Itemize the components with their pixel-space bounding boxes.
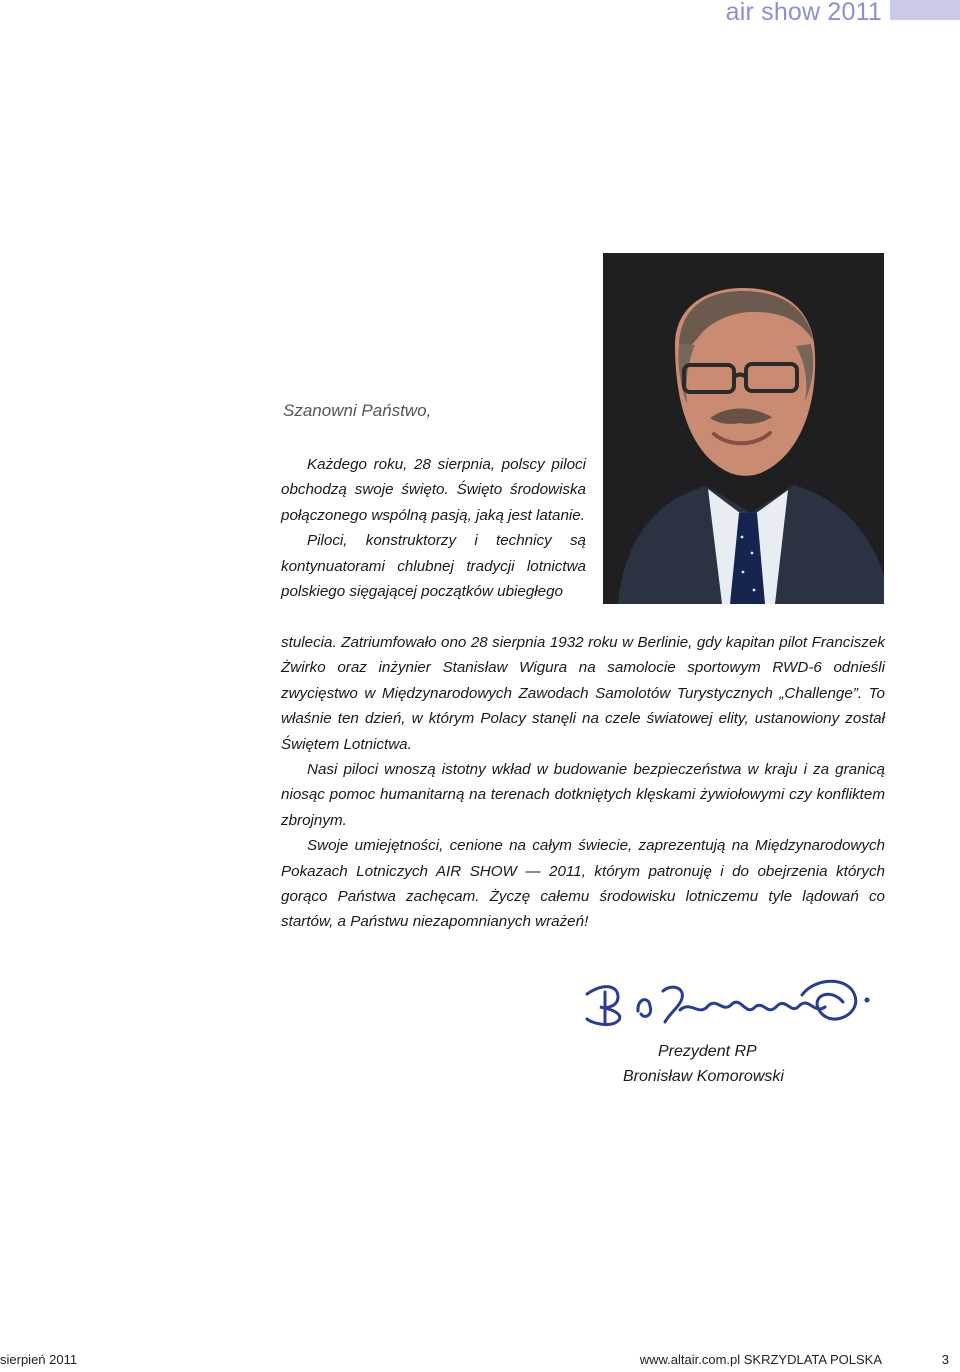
footer-date: sierpień 2011 (0, 1352, 78, 1367)
letter-body (281, 630, 885, 935)
opening-text (281, 452, 586, 604)
greeting: Szanowni Państwo, (283, 401, 432, 420)
portrait-illustration (603, 253, 884, 604)
paragraph: Swoje umiejętności, cenione na całym świecie, zaprezentują na Międzynarodowych Pokazach Lotniczych AIR SHOW — 2011, którym patronuję i do obejrzenia których gorąco Państwa zachęcam. Życzę całemu środowisku lotniczemu tyle lądowań co startów, a Państwu niezapomnianych wrażeń! (281, 837, 885, 931)
signature-name: Bronisław Komorowski (623, 1068, 784, 1085)
page-number: 3 (941, 1352, 949, 1367)
signature-role: Prezydent RP (658, 1043, 757, 1060)
footer-publication: www.altair.com.pl SKRZYDLATA POLSKA (639, 1352, 882, 1367)
signature (575, 972, 875, 1034)
paragraph: Nasi piloci wnoszą istotny wkład w budowanie bezpieczeństwa w kraju i za granicą niosąc pomoc humanitarną na terenach dotkniętych klęskami żywiołowymi czy konfliktem zbrojnym. (281, 761, 885, 829)
signature-image (575, 972, 875, 1034)
paragraph: Każdego roku, 28 sierpnia, polscy piloci obchodzą swoje święto. Święto środowiska połączonego wspólną pasją, jaką jest latanie. (281, 456, 586, 524)
paragraph: Piloci, konstruktorzy i technicy są kontynuatorami chlubnej tradycji lotnictwa polskiego sięgającej początków ubiegłego (281, 532, 586, 601)
header-title: air show 2011 (725, 0, 882, 26)
header-accent-bar (890, 0, 960, 20)
paragraph: stulecia. Zatriumfowało ono 28 sierpnia 1932 roku w Berlinie, gdy kapitan pilot Franciszek Żwirko oraz inżynier Stanisław Wigura na samolocie sportowym RWD-6 odnieśli zwycięstwo w Międzynarodowych Zawodach Samolotów Turystycznych „Challenge”. To właśnie ten dzień, w którym Polacy stanęli na czele światowej elity, ustanowiony został Świętem Lotnictwa. (281, 634, 885, 753)
portrait-photo (603, 253, 884, 604)
